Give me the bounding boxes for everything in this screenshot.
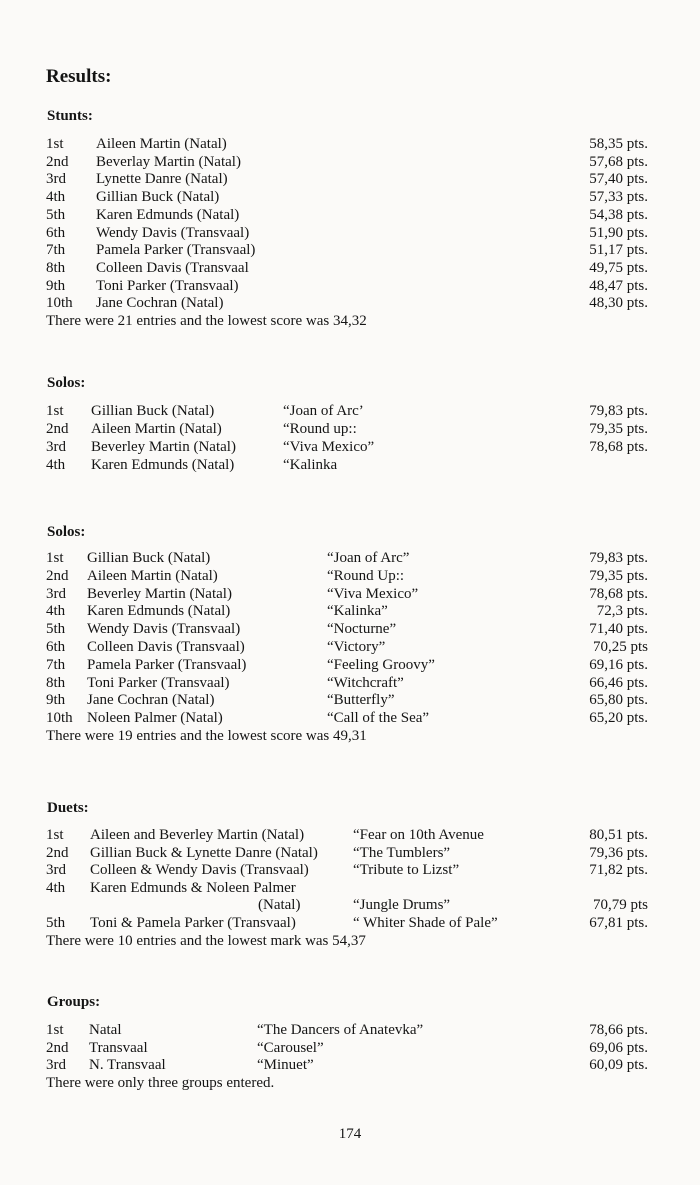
competitor-name: Lynette Danre (Natal) — [96, 171, 228, 188]
competitor-name: Colleen Davis (Transvaal — [96, 259, 249, 276]
place-label: 3rd — [46, 439, 66, 455]
result-row — [0, 1039, 700, 1057]
score: 48,47 pts. — [589, 277, 648, 294]
page-number: 174 — [338, 1126, 362, 1142]
score: 57,68 pts. — [589, 153, 648, 170]
piece-title: “Viva Mexico” — [327, 585, 419, 602]
score: 70,79 pts — [592, 897, 648, 914]
result-row — [0, 1021, 700, 1039]
result-row — [0, 656, 700, 674]
competitor-name: Beverley Martin (Natal) — [91, 439, 236, 455]
competitor-name: Toni & Pamela Parker (Transvaal) — [90, 915, 296, 931]
place-label: 8th — [46, 674, 66, 691]
competitor-name: Wendy Davis (Transvaal) — [87, 621, 241, 638]
place-label: 6th — [46, 639, 66, 655]
result-row — [0, 585, 700, 603]
place-label: 5th — [46, 915, 66, 931]
section-note: There were 19 entries and the lowest score was 49,31 — [46, 728, 367, 744]
result-row — [0, 241, 700, 259]
competitor-name: Gillian Buck (Natal) — [87, 550, 211, 566]
place-label: 9th — [46, 277, 66, 294]
result-row — [0, 188, 700, 206]
competitor-name: Toni Parker (Transvaal) — [96, 277, 239, 294]
result-row — [0, 1056, 700, 1074]
competitor-name: Karen Edmunds & Noleen Palmer — [90, 879, 296, 896]
score: 57,33 pts. — [589, 189, 648, 206]
score: 65,80 pts. — [589, 692, 648, 709]
competitor-name: Pamela Parker (Transvaal) — [96, 242, 256, 259]
result-row — [0, 567, 700, 585]
piece-title: “ Whiter Shade of Pale” — [353, 915, 498, 931]
result-row — [0, 456, 700, 474]
piece-title: “Witchcraft” — [327, 674, 404, 691]
competitor-name: Colleen Davis (Transvaal) — [87, 639, 245, 655]
result-row — [0, 879, 700, 897]
score: 79,35 pts. — [589, 421, 648, 437]
competitor-name: Jane Cochran (Natal) — [96, 295, 224, 312]
piece-title: “Viva Mexico” — [283, 439, 375, 455]
result-row — [0, 709, 700, 727]
place-label: 5th — [46, 206, 66, 223]
result-row — [0, 638, 700, 656]
competitor-name: Gillian Buck (Natal) — [91, 403, 215, 419]
score: 70,25 pts — [592, 639, 648, 655]
result-row — [0, 549, 700, 567]
piece-title: “Joan of Arc” — [327, 550, 410, 566]
place-label: 2nd — [46, 1039, 69, 1056]
place-label: 6th — [46, 224, 66, 241]
piece-title: “The Dancers of Anatevka” — [257, 1022, 424, 1038]
score: 51,17 pts. — [589, 242, 648, 259]
piece-title: “Feeling Groovy” — [327, 656, 435, 673]
piece-title: “Kalinka — [283, 457, 338, 473]
result-row — [0, 844, 700, 862]
result-row — [0, 674, 700, 692]
place-label: 3rd — [46, 1057, 66, 1074]
result-row — [0, 170, 700, 188]
place-label: 1st — [46, 1022, 64, 1038]
score: 65,20 pts. — [589, 710, 648, 727]
score: 79,83 pts. — [589, 550, 648, 566]
score: 71,82 pts. — [589, 862, 648, 879]
result-row — [0, 420, 700, 438]
result-row — [0, 602, 700, 620]
score: 78,66 pts. — [589, 1022, 648, 1038]
competitor-name: Beverley Martin (Natal) — [87, 585, 232, 602]
score: 78,68 pts. — [589, 585, 648, 602]
piece-title: “Victory” — [327, 639, 386, 655]
place-label: 1st — [46, 550, 64, 566]
competitor-name: Aileen Martin (Natal) — [91, 421, 222, 437]
place-label: 1st — [46, 403, 64, 419]
piece-title: “Jungle Drums” — [353, 897, 451, 914]
result-row — [0, 153, 700, 171]
place-label: 2nd — [46, 844, 69, 861]
section-heading: Solos: — [47, 524, 86, 540]
competitor-name: Karen Edmunds (Natal) — [87, 603, 231, 620]
score: 79,83 pts. — [589, 403, 648, 419]
competitor-name: Natal — [89, 1022, 122, 1038]
competitor-name: Transvaal — [89, 1039, 148, 1056]
competitor-name: Aileen Martin (Natal) — [87, 567, 218, 584]
score: 51,90 pts. — [589, 224, 648, 241]
place-label: 4th — [46, 603, 66, 620]
section-note: There were only three groups entered. — [46, 1075, 275, 1092]
score: 71,40 pts. — [589, 621, 648, 638]
competitor-name: Wendy Davis (Transvaal) — [96, 224, 250, 241]
score: 69,06 pts. — [589, 1039, 648, 1056]
result-row — [0, 206, 700, 224]
score: 66,46 pts. — [589, 674, 648, 691]
score: 49,75 pts. — [589, 259, 648, 276]
result-row — [0, 826, 700, 844]
place-label: 7th — [46, 242, 66, 259]
result-row — [0, 914, 700, 932]
competitor-name: Noleen Palmer (Natal) — [87, 710, 223, 727]
result-row — [0, 438, 700, 456]
place-label: 7th — [46, 656, 66, 673]
result-row — [0, 294, 700, 312]
piece-title: “Butterfly” — [327, 692, 395, 709]
piece-title: “Round up:: — [283, 421, 357, 437]
piece-title: “Round Up:: — [327, 567, 405, 584]
place-label: 3rd — [46, 862, 66, 879]
section-heading: Solos: — [47, 375, 86, 391]
piece-title: “Carousel” — [257, 1039, 324, 1056]
score: 69,16 pts. — [589, 656, 648, 673]
place-label: 8th — [46, 259, 66, 276]
competitor-name: Gillian Buck & Lynette Danre (Natal) — [90, 844, 318, 861]
section-note: There were 10 entries and the lowest mark was 54,37 — [46, 932, 366, 949]
piece-title: “Joan of Arc’ — [283, 403, 364, 419]
piece-title: “Tribute to Lizst” — [353, 862, 460, 879]
place-label: 10th — [46, 295, 73, 312]
result-row — [0, 896, 700, 914]
place-label: 4th — [46, 189, 66, 206]
score: 79,36 pts. — [589, 844, 648, 861]
score: 67,81 pts. — [589, 915, 648, 931]
competitor-name: Aileen and Beverley Martin (Natal) — [90, 827, 305, 843]
score: 79,35 pts. — [589, 567, 648, 584]
competitor-name: Karen Edmunds (Natal) — [91, 457, 235, 473]
score: 58,35 pts. — [589, 136, 648, 152]
place-label: 3rd — [46, 585, 66, 602]
competitor-name: Beverlay Martin (Natal) — [96, 153, 241, 170]
place-label: 3rd — [46, 171, 66, 188]
piece-title: “The Tumblers” — [353, 844, 451, 861]
piece-title: “Nocturne” — [327, 621, 397, 638]
competitor-name: Aileen Martin (Natal) — [96, 136, 227, 152]
result-row — [0, 135, 700, 153]
place-label: 10th — [46, 710, 73, 727]
competitor-name: Toni Parker (Transvaal) — [87, 674, 230, 691]
piece-title: “Minuet” — [257, 1057, 314, 1074]
competitor-name: Karen Edmunds (Natal) — [96, 206, 240, 223]
result-row — [0, 620, 700, 638]
score: 72,3 pts. — [596, 603, 648, 620]
competitor-name: N. Transvaal — [89, 1057, 166, 1074]
section-heading: Groups: — [47, 994, 101, 1010]
place-label: 1st — [46, 827, 64, 843]
score: 80,51 pts. — [589, 827, 648, 843]
place-label: 2nd — [46, 153, 69, 170]
place-label: 9th — [46, 692, 66, 709]
place-label: 4th — [46, 457, 66, 473]
result-row — [0, 691, 700, 709]
place-label: 2nd — [46, 421, 69, 437]
score: 78,68 pts. — [589, 439, 648, 455]
competitor-name: Jane Cochran (Natal) — [87, 692, 215, 709]
score: 60,09 pts. — [589, 1057, 648, 1074]
score: 54,38 pts. — [589, 206, 648, 223]
page-title: Results: — [46, 66, 112, 87]
section-heading: Stunts: — [47, 108, 93, 124]
result-row — [0, 402, 700, 420]
place-label: 1st — [46, 136, 64, 152]
piece-title: “Kalinka” — [327, 603, 388, 620]
competitor-name: (Natal) — [258, 897, 301, 914]
piece-title: “Fear on 10th Avenue — [353, 827, 484, 843]
competitor-name: Colleen & Wendy Davis (Transvaal) — [90, 862, 309, 879]
competitor-name: Pamela Parker (Transvaal) — [87, 656, 247, 673]
place-label: 2nd — [46, 567, 69, 584]
place-label: 5th — [46, 621, 66, 638]
section-note: There were 21 entries and the lowest score was 34,32 — [46, 313, 367, 329]
section-heading: Duets: — [47, 800, 89, 816]
place-label: 4th — [46, 879, 66, 896]
score: 48,30 pts. — [589, 295, 648, 312]
result-row — [0, 224, 700, 242]
result-row — [0, 277, 700, 295]
piece-title: “Call of the Sea” — [327, 710, 430, 727]
result-row — [0, 259, 700, 277]
score: 57,40 pts. — [589, 171, 648, 188]
result-row — [0, 861, 700, 879]
competitor-name: Gillian Buck (Natal) — [96, 189, 220, 206]
